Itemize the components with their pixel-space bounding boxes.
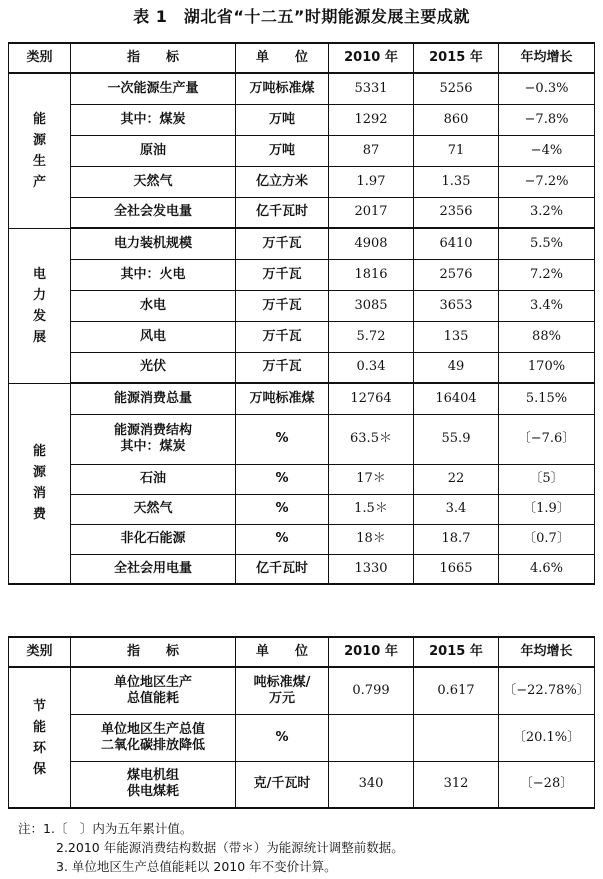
- energy-saving-table: [8, 636, 595, 809]
- note-1: 注：1.〔 〕内为五年累计值。: [18, 821, 193, 836]
- value-2010-cell: 5.72: [329, 321, 414, 352]
- indicator-cell: 能源消费结构 其中：煤炭: [71, 414, 236, 464]
- category-energy-consumption: 能 源 消 费: [9, 383, 71, 584]
- unit-cell: 万千瓦: [236, 290, 329, 321]
- table-row: [9, 464, 595, 494]
- table-row: [9, 290, 595, 321]
- unit-cell: 万千瓦: [236, 228, 329, 259]
- header-unit: 单 位: [236, 43, 329, 73]
- indicator-cell: 煤电机组 供电煤耗: [71, 761, 236, 808]
- table-row: [9, 228, 595, 259]
- value-2015-cell: 860: [414, 104, 499, 135]
- indicator-cell: 一次能源生产量: [71, 73, 236, 104]
- value-2010-cell: 1.97: [329, 166, 414, 197]
- value-2015-cell: 2576: [414, 259, 499, 290]
- value-2015-cell: 2356: [414, 197, 499, 228]
- header-2015: 2015 年: [414, 43, 499, 73]
- header-category: 类别: [9, 43, 71, 73]
- value-2015-cell: 49: [414, 352, 499, 383]
- table-title: 表 1 湖北省“十二五”时期能源发展主要成就: [133, 7, 470, 26]
- unit-cell: 万千瓦: [236, 259, 329, 290]
- indicator-cell: 全社会用电量: [71, 554, 236, 584]
- indicator-cell: 电力装机规模: [71, 228, 236, 259]
- table-header-row: [9, 637, 595, 667]
- table-row: [9, 554, 595, 584]
- table-row: [9, 135, 595, 166]
- unit-cell: %: [236, 524, 329, 554]
- value-2010-cell: 1.5＊: [329, 494, 414, 524]
- indicator-cell: 能源消费总量: [71, 383, 236, 414]
- header-unit: 单 位: [236, 637, 329, 667]
- value-2015-cell: 3653: [414, 290, 499, 321]
- header-indicator: 指 标: [71, 43, 236, 73]
- growth-cell: 88%: [499, 321, 595, 352]
- growth-cell: 170%: [499, 352, 595, 383]
- value-2015-cell: 0.617: [414, 667, 499, 714]
- unit-cell: %: [236, 714, 329, 761]
- value-2015-cell: 135: [414, 321, 499, 352]
- growth-cell: 4.6%: [499, 554, 595, 584]
- value-2010-cell: 87: [329, 135, 414, 166]
- table-row: [9, 352, 595, 383]
- value-2015-cell: 312: [414, 761, 499, 808]
- unit-cell: 克/千瓦时: [236, 761, 329, 808]
- indicator-cell: 全社会发电量: [71, 197, 236, 228]
- growth-cell: −4%: [499, 135, 595, 166]
- growth-cell: 5.15%: [499, 383, 595, 414]
- value-2015-cell: 3.4: [414, 494, 499, 524]
- unit-cell: 万千瓦: [236, 352, 329, 383]
- unit-cell: 吨标准煤/ 万元: [236, 667, 329, 714]
- value-2015-cell: 71: [414, 135, 499, 166]
- header-indicator: 指 标: [71, 637, 236, 667]
- growth-cell: 〔−7.6〕: [499, 414, 595, 464]
- header-2010: 2010 年: [329, 43, 414, 73]
- value-2010-cell: 1330: [329, 554, 414, 584]
- growth-cell: −0.3%: [499, 73, 595, 104]
- header-category: 类别: [9, 637, 71, 667]
- value-2015-cell: 5256: [414, 73, 499, 104]
- indicator-cell: 其中：煤炭: [71, 104, 236, 135]
- value-2010-cell: 4908: [329, 228, 414, 259]
- header-2015: 2015 年: [414, 637, 499, 667]
- table-row: [9, 667, 595, 714]
- table-row: [9, 383, 595, 414]
- category-energy-saving: 节 能 环 保: [9, 667, 71, 808]
- table-row: [9, 197, 595, 228]
- table-row: [9, 761, 595, 808]
- unit-cell: %: [236, 494, 329, 524]
- value-2010-cell: 1816: [329, 259, 414, 290]
- table-row: [9, 259, 595, 290]
- unit-cell: 亿千瓦时: [236, 554, 329, 584]
- growth-cell: 〔1.9〕: [499, 494, 595, 524]
- value-2010-cell: 340: [329, 761, 414, 808]
- table-row: [9, 104, 595, 135]
- header-growth: 年均增长: [499, 43, 595, 73]
- value-2015-cell: [414, 714, 499, 761]
- value-2015-cell: 55.9: [414, 414, 499, 464]
- value-2010-cell: 2017: [329, 197, 414, 228]
- category-power-development: 电 力 发 展: [9, 228, 71, 383]
- value-2010-cell: 5331: [329, 73, 414, 104]
- unit-cell: 万吨: [236, 104, 329, 135]
- unit-cell: 万吨标准煤: [236, 383, 329, 414]
- unit-cell: 万吨标准煤: [236, 73, 329, 104]
- table-row: [9, 714, 595, 761]
- value-2015-cell: 22: [414, 464, 499, 494]
- note-2: 2.2010 年能源消费结构数据（带＊）为能源统计调整前数据。: [56, 840, 404, 855]
- unit-cell: 亿千瓦时: [236, 197, 329, 228]
- growth-cell: 3.2%: [499, 197, 595, 228]
- value-2010-cell: 18＊: [329, 524, 414, 554]
- indicator-cell: 非化石能源: [71, 524, 236, 554]
- growth-cell: 3.4%: [499, 290, 595, 321]
- growth-cell: −7.2%: [499, 166, 595, 197]
- value-2010-cell: 3085: [329, 290, 414, 321]
- indicator-cell: 天然气: [71, 494, 236, 524]
- value-2010-cell: 17＊: [329, 464, 414, 494]
- indicator-cell: 风电: [71, 321, 236, 352]
- energy-achievements-table: [8, 42, 595, 585]
- table-row: [9, 494, 595, 524]
- value-2010-cell: [329, 714, 414, 761]
- table-row: [9, 414, 595, 464]
- growth-cell: 〔0.7〕: [499, 524, 595, 554]
- growth-cell: 〔−28〕: [499, 761, 595, 808]
- indicator-cell: 光伏: [71, 352, 236, 383]
- indicator-cell: 原油: [71, 135, 236, 166]
- unit-cell: %: [236, 414, 329, 464]
- table-notes: [18, 819, 598, 876]
- indicator-cell: 单位地区生产总值 二氧化碳排放降低: [71, 714, 236, 761]
- value-2015-cell: 6410: [414, 228, 499, 259]
- category-energy-production: 能 源 生 产: [9, 73, 71, 228]
- unit-cell: 万千瓦: [236, 321, 329, 352]
- table-row: [9, 166, 595, 197]
- table-row: [9, 73, 595, 104]
- table-row: [9, 321, 595, 352]
- value-2010-cell: 1292: [329, 104, 414, 135]
- note-3: 3. 单位地区生产总值能耗以 2010 年不变价计算。: [56, 859, 337, 874]
- value-2010-cell: 0.34: [329, 352, 414, 383]
- table-row: [9, 524, 595, 554]
- value-2010-cell: 0.799: [329, 667, 414, 714]
- growth-cell: 〔20.1%〕: [499, 714, 595, 761]
- growth-cell: 7.2%: [499, 259, 595, 290]
- unit-cell: 万吨: [236, 135, 329, 166]
- unit-cell: %: [236, 464, 329, 494]
- unit-cell: 亿立方米: [236, 166, 329, 197]
- indicator-cell: 其中：火电: [71, 259, 236, 290]
- header-2010: 2010 年: [329, 637, 414, 667]
- value-2015-cell: 16404: [414, 383, 499, 414]
- value-2010-cell: 63.5＊: [329, 414, 414, 464]
- table-header-row: [9, 43, 595, 73]
- value-2015-cell: 1665: [414, 554, 499, 584]
- indicator-cell: 石油: [71, 464, 236, 494]
- growth-cell: 〔−22.78%〕: [499, 667, 595, 714]
- indicator-cell: 天然气: [71, 166, 236, 197]
- header-growth: 年均增长: [499, 637, 595, 667]
- growth-cell: 5.5%: [499, 228, 595, 259]
- indicator-cell: 水电: [71, 290, 236, 321]
- value-2015-cell: 1.35: [414, 166, 499, 197]
- value-2015-cell: 18.7: [414, 524, 499, 554]
- growth-cell: −7.8%: [499, 104, 595, 135]
- growth-cell: 〔5〕: [499, 464, 595, 494]
- value-2010-cell: 12764: [329, 383, 414, 414]
- indicator-cell: 单位地区生产 总值能耗: [71, 667, 236, 714]
